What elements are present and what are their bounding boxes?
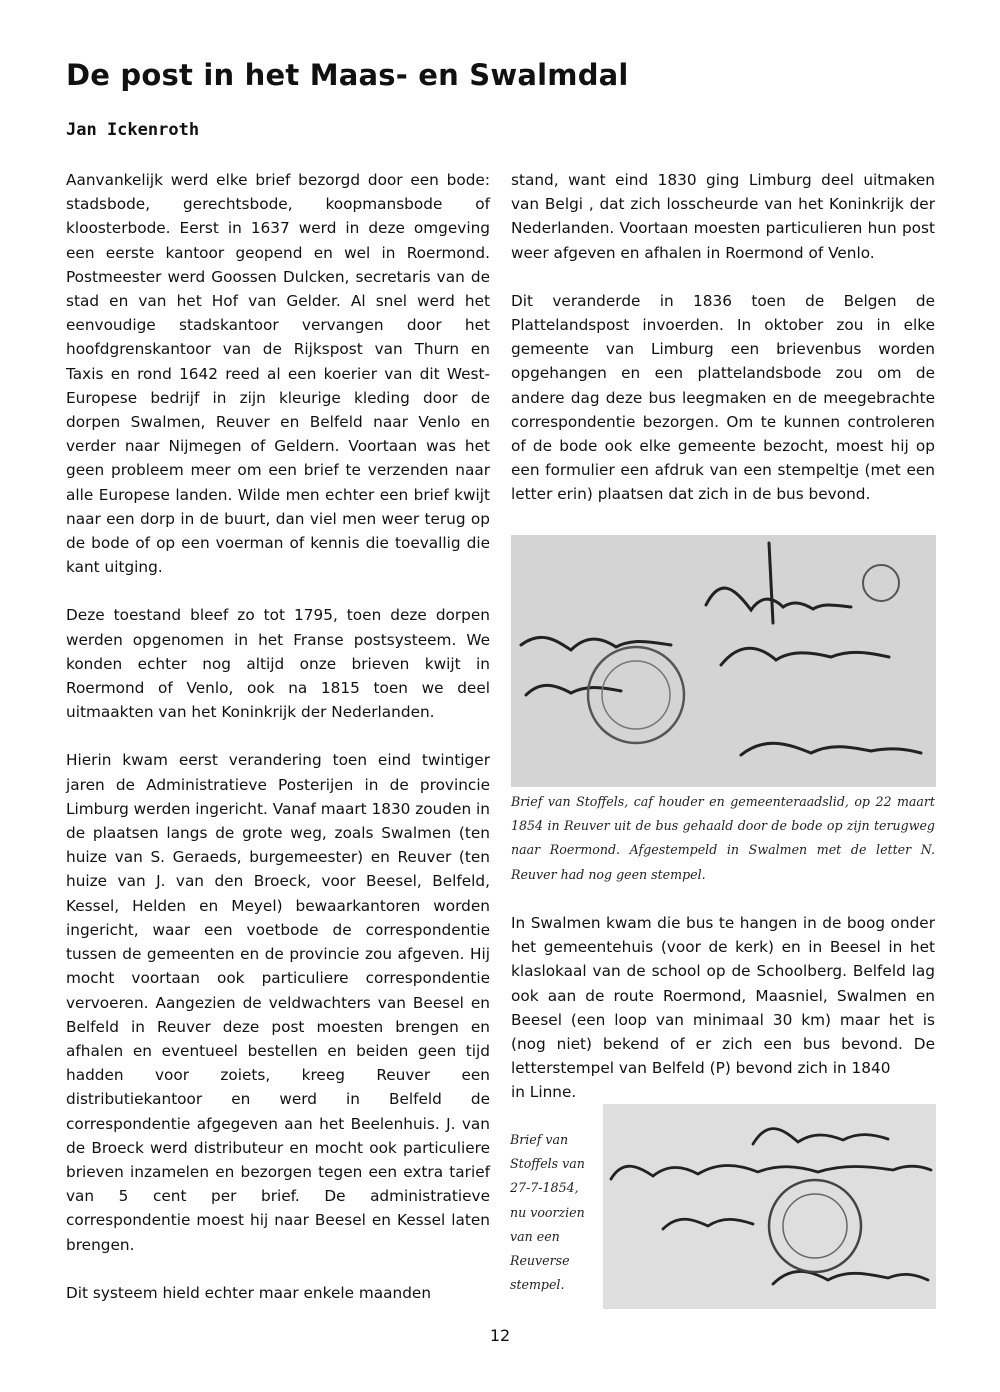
photo-caption-2 bbox=[510, 1128, 598, 1297]
letter-photo-2 bbox=[603, 1104, 936, 1309]
right-column bbox=[511, 168, 935, 507]
caption-line: van een bbox=[510, 1228, 560, 1244]
body-paragraph: Aanvankelijk werd elke brief bezorgd door een bode: stadsbode, gerechtsbode, koopmansbode of kloosterbode. Eerst in 1637 werd in deze omgeving een eerste kantoor geopend en wel in Roermond. Postmeester werd Goossen Dulcken, secretaris van de stad en van het Hof van Gelder. Al snel werd het eenvoudige stadskantoor vervangen door het hoofdgrenskantoor van de Rijkspost van Thurn en Taxis en rond 1642 reed al een koerier van dit West-Europese bedrijf in zijn kleurige kleding door de dorpen Swalmen, Reuver en Belfeld naar Venlo en verder naar Nijmegen of Geldern. Voortaan was het geen probleem meer om een brief te verzenden naar alle Europese landen. Wilde men echter een brief kwijt naar een dorp in de buurt, dan viel men weer terug op de bode of op een voerman of kennis die toevallig die kant uitging. bbox=[66, 171, 490, 577]
body-paragraph: Dit systeem hield echter maar enkele maanden bbox=[66, 1283, 432, 1302]
left-column bbox=[66, 168, 490, 1305]
caption-line: 27-7-1854, bbox=[510, 1180, 579, 1196]
right-column-lower bbox=[511, 911, 935, 1105]
body-paragraph: Hierin kwam eerst verandering toen eind twintiger jaren de Administratieve Posterijen in de provincie Limburg werden ingericht. Vanaf maart 1830 zouden in de plaatsen langs de grote weg, zoals Swalmen (ten huize van S. Geraeds, burgemeester) en Reuver (ten huize van J. van den Broeck, voor Beesel, Belfeld, Kessel, Helden en Meyel) bewaarkantoren worden ingericht, waar een voetbode de correspondentie tussen de gemeenten en de provincie zou afgeven. Hij mocht voortaan ook particuliere correspondentie vervoeren. Aangezien de veldwachters van Beesel en Belfeld in Reuver deze post moesten brengen en afhalen en eventueel bestellen en beiden geen tijd hadden voor zoiets, kreeg Reuver een distributiekantoor en werd in Belfeld de correspondentie afgegeven aan het Beelenhuis. J. van de Broeck werd distributeur en mocht ook particuliere brieven inzamelen en bezorgen tegen een extra tarief van 5 cent per brief. De administratieve correspondentie moest hij naar Beesel en Kessel laten brengen. bbox=[66, 751, 490, 1254]
body-text: in Linne. bbox=[511, 1083, 577, 1102]
page-number: 12 bbox=[489, 1326, 511, 1345]
caption-line: nu voorzien bbox=[510, 1204, 585, 1220]
caption-line: stempel. bbox=[510, 1277, 565, 1293]
caption-line: Stoffels van bbox=[510, 1156, 585, 1172]
body-paragraph: stand, want eind 1830 ging Limburg deel uitmaken van Belgi , dat zich losscheurde van het Koninkrijk der Nederlanden. Voortaan moesten particulieren hun post weer afgeven en afhalen in Roermond of Venlo. bbox=[511, 171, 935, 262]
photo-caption-1: Brief van Stoffels, caf houder en gemeenteraadslid, op 22 maart 1854 in Reuver uit de bus gehaald door de bode op zijn terugweg naar Roermond. Afgestempeld in Swalmen met de letter N. Reuver had nog geen stempel. bbox=[511, 794, 935, 882]
body-text: In Swalmen kwam die bus te hangen in de boog onder het gemeentehuis (voor de kerk) en in Beesel in het klaslokaal van de school op de Schoolberg. Belfeld lag ook aan de route Roermond, Maasniel, Swalmen en Beesel (een loop van minimaal 30 km) maar het is (nog niet) bekend of er zich een bus bevond. De letterstempel van Belfeld (P) bevond zich in 1840 bbox=[511, 914, 935, 1078]
body-paragraph: Deze toestand bleef zo tot 1795, toen deze dorpen werden opgenomen in het Franse postsysteem. We konden echter nog altijd onze brieven kwijt in Roermond of Venlo, ook na 1815 toen we deel uitmaakten van het Koninkrijk der Nederlanden. bbox=[66, 606, 490, 722]
body-paragraph bbox=[511, 911, 935, 1105]
letter-photo-1 bbox=[511, 535, 936, 787]
body-paragraph: Dit veranderde in 1836 toen de Belgen de Plattelandspost invoerden. In oktober zou in elke gemeente van Limburg een brievenbus worden opgehangen en een plattelandsbode zou om de andere dag deze bus leegmaken en de meegebrachte correspondentie bezorgen. Om te kunnen controleren of de bode ook elke gemeente bezocht, moest hij op een formulier een afdruk van een stempeltje (met een letter erin) plaatsen dat zich in de bus bevond. bbox=[511, 291, 935, 504]
article-title: De post in het Maas- en Swalmdal bbox=[66, 58, 629, 92]
caption-line: Brief van bbox=[510, 1132, 569, 1147]
article-author: Jan Ickenroth bbox=[66, 120, 200, 140]
caption-line: Reuverse bbox=[510, 1253, 570, 1269]
